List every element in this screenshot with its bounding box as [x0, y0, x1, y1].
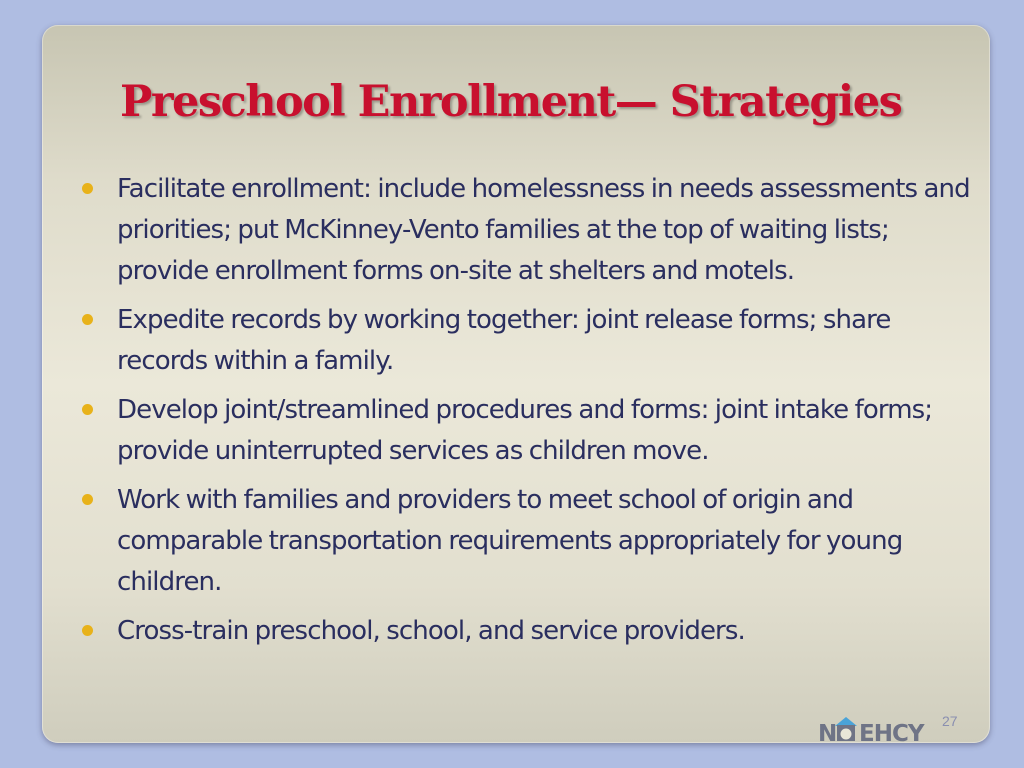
bullet-dot-icon: [82, 183, 93, 194]
bullet-text: Expedite records by working together: joint release forms; share records within a family.: [117, 305, 891, 376]
slide-title: Preschool Enrollment— Strategies: [120, 77, 902, 127]
bullet-item: [78, 480, 978, 603]
bullet-item: [78, 300, 978, 382]
bullet-item: [78, 169, 978, 292]
bullet-dot-icon: [82, 625, 93, 636]
bullet-text: Develop joint/streamlined procedures and forms: joint intake forms; provide uninterrupted services as children move.: [117, 395, 933, 466]
bullet-dot-icon: [82, 404, 93, 415]
bullet-text: Facilitate enrollment: include homelessness in needs assessments and priorities; put McKinney-Vento families at the top of waiting lists; provide enrollment forms on-site at shelters and motels.: [117, 174, 970, 286]
bullet-dot-icon: [82, 494, 93, 505]
bullet-list: [78, 169, 978, 660]
bullet-dot-icon: [82, 314, 93, 325]
page-number: 27: [942, 713, 958, 729]
bullet-text: Work with families and providers to meet school of origin and comparable transportation requirements appropriately for young children.: [117, 485, 903, 597]
house-icon: [835, 717, 857, 741]
nchey-logo: [818, 715, 938, 743]
slide: [42, 25, 990, 743]
logo-text-start: N: [818, 721, 837, 745]
logo-text-end: EHCY: [859, 721, 924, 745]
bullet-item: [78, 611, 978, 652]
bullet-item: [78, 390, 978, 472]
bullet-text: Cross-train preschool, school, and service providers.: [117, 616, 745, 646]
